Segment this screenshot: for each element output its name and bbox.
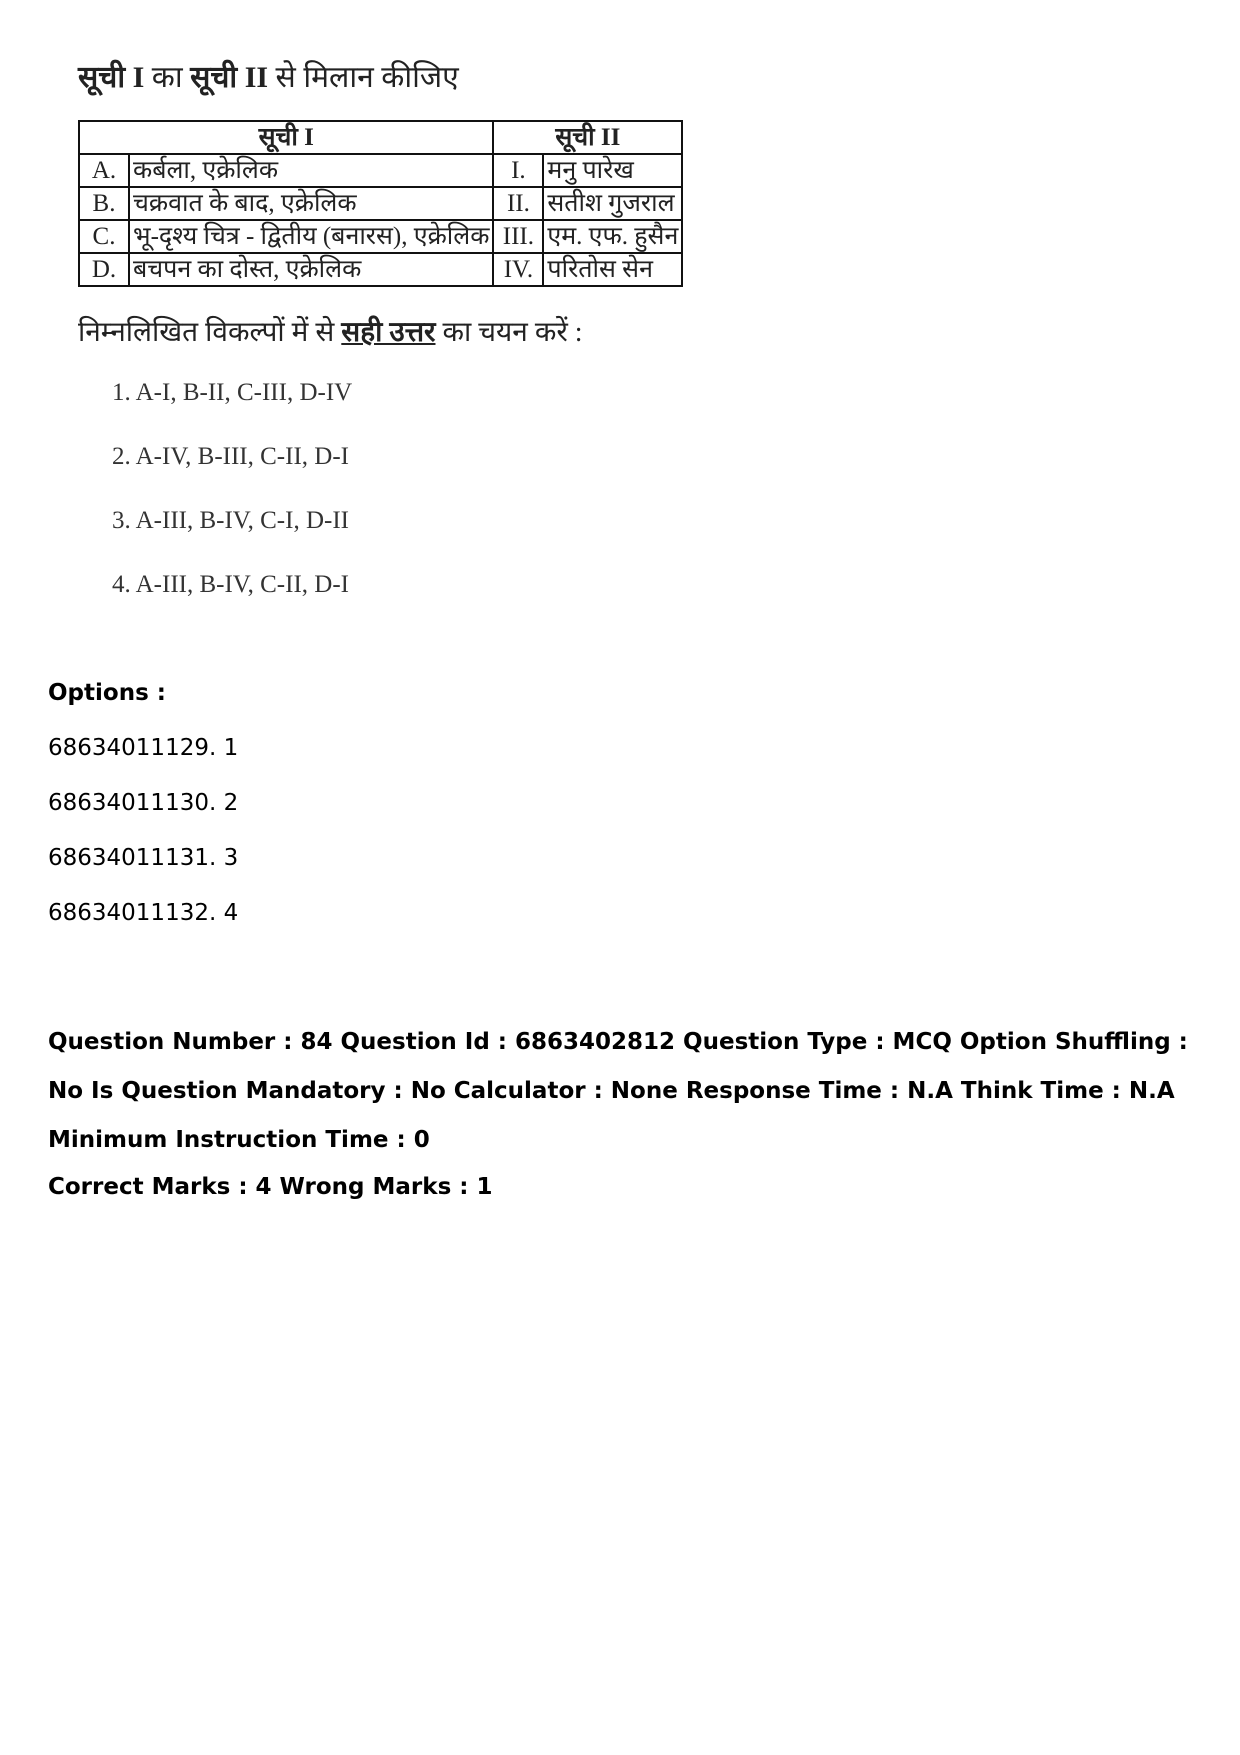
row-key2: II. bbox=[493, 187, 543, 220]
row-key1: D. bbox=[79, 253, 129, 286]
instruction-emphasis: सही उत्तर bbox=[341, 317, 436, 348]
row-val1: भू-दृश्य चित्र - द्वितीय (बनारस), एक्रेलिक bbox=[129, 220, 493, 253]
table-row bbox=[79, 187, 682, 220]
row-val1: बचपन का दोस्त, एक्रेलिक bbox=[129, 253, 493, 286]
option-item: 68634011129. 1 bbox=[48, 735, 239, 761]
choose-instruction bbox=[78, 313, 778, 353]
list2-header: सूची II bbox=[493, 121, 682, 154]
heading-connector: का bbox=[144, 61, 191, 94]
answer-choices bbox=[78, 373, 778, 629]
match-table bbox=[78, 120, 683, 287]
answer-choice: 3. A-III, B-IV, C-I, D-II bbox=[112, 507, 349, 534]
option-item: 68634011130. 2 bbox=[48, 790, 239, 816]
row-key2: IV. bbox=[493, 253, 543, 286]
answer-choice: 2. A-IV, B-III, C-II, D-I bbox=[112, 443, 349, 470]
row-val2: सतीश गुजराल bbox=[543, 187, 682, 220]
row-key1: A. bbox=[79, 154, 129, 187]
instruction-tail: का चयन करें : bbox=[435, 317, 583, 348]
table-row bbox=[79, 220, 682, 253]
row-val2: मनु पारेख bbox=[543, 154, 682, 187]
row-val1: चक्रवात के बाद, एक्रेलिक bbox=[129, 187, 493, 220]
row-key1: C. bbox=[79, 220, 129, 253]
row-key1: B. bbox=[79, 187, 129, 220]
heading-instruction: से मिलान कीजिए bbox=[268, 61, 459, 94]
question-info: Question Number : 84 Question Id : 6863402812 Question Type : MCQ Option Shuffling : No Is Question Mandatory : No Calculator : None Response Time : N.A Think Time : N.A Minimum Instruction Time : 0 bbox=[48, 1029, 1188, 1153]
row-val2: परितोस सेन bbox=[543, 253, 682, 286]
marks-info: Correct Marks : 4 Wrong Marks : 1 bbox=[48, 1174, 493, 1200]
table-header-row bbox=[79, 121, 682, 154]
heading-list2: सूची II bbox=[190, 61, 269, 94]
question-heading bbox=[78, 58, 778, 98]
list1-header: सूची I bbox=[79, 121, 493, 154]
row-key2: I. bbox=[493, 154, 543, 187]
instruction-lead: निम्नलिखित विकल्पों में से bbox=[78, 317, 342, 348]
row-val2: एम. एफ. हुसैन bbox=[543, 220, 682, 253]
row-val1: कर्बला, एक्रेलिक bbox=[129, 154, 493, 187]
table-row bbox=[79, 253, 682, 286]
option-item: 68634011132. 4 bbox=[48, 900, 239, 926]
options-label: Options : bbox=[48, 680, 166, 706]
option-item: 68634011131. 3 bbox=[48, 845, 239, 871]
question-image bbox=[78, 58, 778, 629]
row-key2: III. bbox=[493, 220, 543, 253]
table-row bbox=[79, 154, 682, 187]
answer-choice: 4. A-III, B-IV, C-II, D-I bbox=[112, 571, 349, 598]
answer-choice: 1. A-I, B-II, C-III, D-IV bbox=[112, 379, 353, 406]
heading-list1: सूची I bbox=[78, 61, 145, 94]
